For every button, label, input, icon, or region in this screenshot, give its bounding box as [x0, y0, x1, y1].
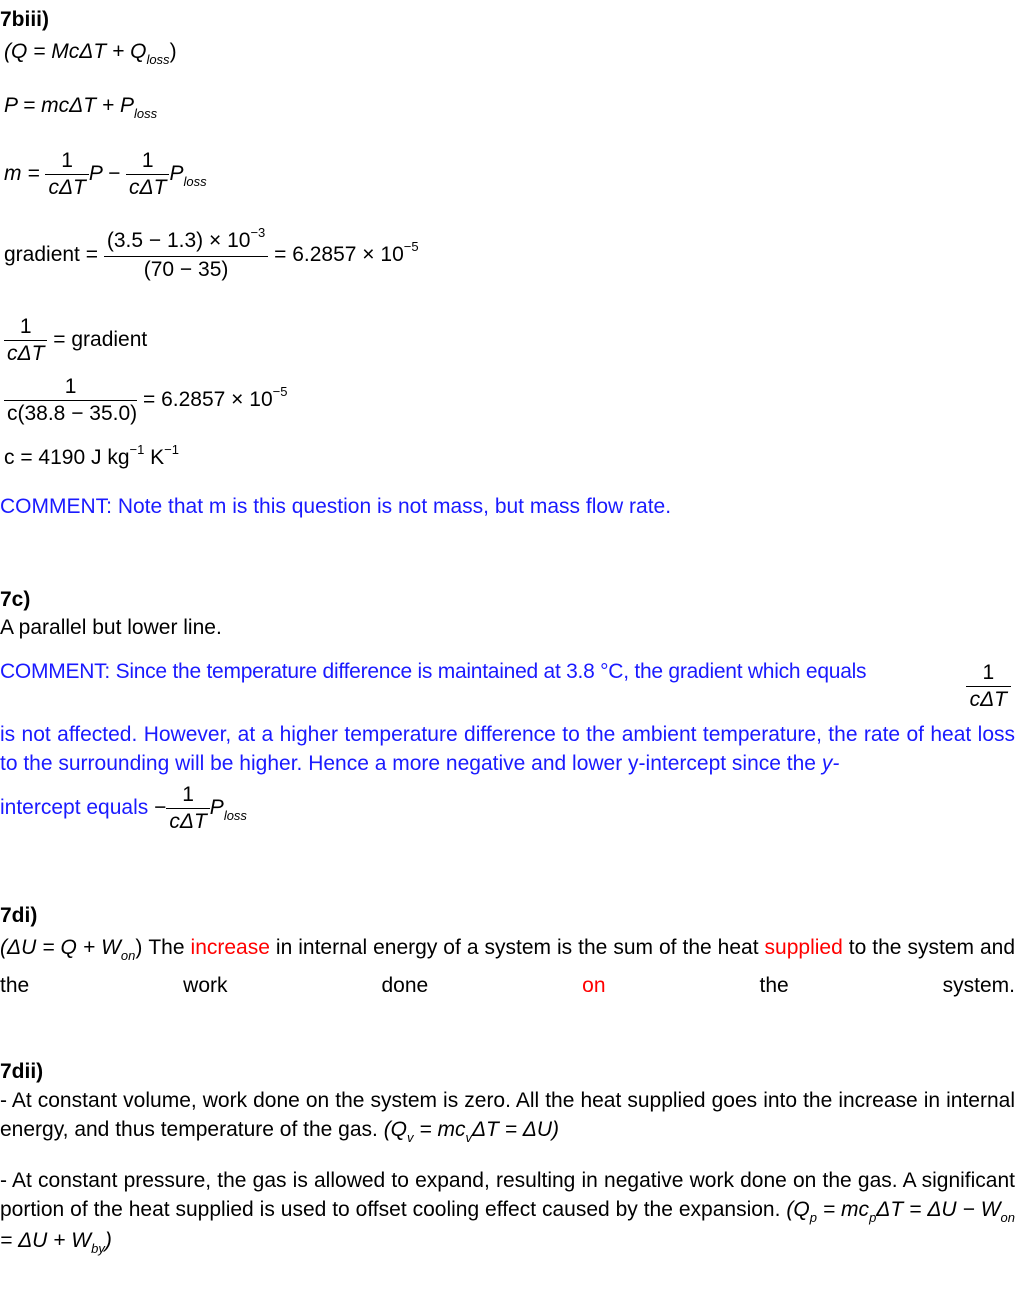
- eq3-sub: loss: [183, 174, 207, 190]
- equation-mass-flow: [4, 148, 207, 201]
- gradient-den: (70 − 35): [104, 256, 268, 283]
- gradient-num-sup: −3: [250, 225, 266, 240]
- eq1-sub: loss: [146, 52, 170, 67]
- comment-7c-text1: COMMENT: Since the temperature difference is maintained at 3.8 °C, the gradient which equals: [0, 660, 867, 683]
- gradient-num-text: (3.5 − 1.3) × 10: [106, 229, 251, 252]
- eq1-end: ): [169, 40, 177, 63]
- 7di-red1: increase: [190, 936, 270, 959]
- heading-7c: 7c): [0, 588, 31, 611]
- 7dii-p2-text: - At constant pressure, the gas is allowed to expand, resulting in negative work done on the gas. A significant portion of the heat supplied is used to offset cooling effect caused by the expansion.: [0, 1169, 1015, 1221]
- 7dii-p2-sub2: p: [869, 1210, 877, 1225]
- comment-7c-para: [0, 720, 1015, 778]
- comment-7c-l3-den: cΔT: [166, 808, 209, 835]
- gradient-rhs: = 6.2857 × 10: [274, 243, 404, 267]
- eq3-f2-num: 1: [141, 149, 154, 172]
- eq3-fraction-2: [126, 148, 169, 201]
- 7dii-p1-sub2: v: [465, 1130, 472, 1145]
- gradient-fraction: [104, 225, 268, 283]
- first-law-eq: (ΔU = Q + W: [0, 936, 121, 959]
- comment-7c-text2: is not affected. However, at a higher temperature difference to the ambient temperature, the rate of heat loss to the surrounding will be higher. Hence a more negative and lower y-intercept since the: [0, 723, 1015, 775]
- eq6-fraction: [4, 374, 137, 427]
- 7dii-p2-eq-d: = ΔU + W: [0, 1229, 92, 1252]
- eq6-num: 1: [64, 375, 77, 398]
- eq5-den: cΔT: [4, 340, 47, 367]
- eq1-text: (Q = McΔT + Q: [4, 40, 147, 63]
- equation-power-balance: [4, 94, 158, 121]
- gradient-lhs: gradient =: [4, 243, 98, 267]
- heading-7di: 7di): [0, 904, 38, 927]
- 7dii-p1-eq-b: = mc: [413, 1118, 466, 1141]
- eq5-rhs: = gradient: [53, 328, 148, 352]
- result-text: c = 4190 J kg: [4, 446, 130, 469]
- equation-energy-balance: [4, 40, 177, 67]
- eq6-rhs: = 6.2857 × 10: [143, 388, 273, 412]
- heading-7dii: 7dii): [0, 1060, 44, 1083]
- comment-7c-fraction: [966, 660, 1011, 713]
- comment-7c-line3: [0, 782, 247, 835]
- result-specific-heat: [4, 442, 179, 470]
- comment-7c-l3-P: P: [209, 796, 224, 820]
- 7dii-p2-eq-b: = mc: [816, 1198, 870, 1221]
- first-law-end: ): [135, 936, 143, 959]
- 7dii-p2-sub3: on: [1000, 1210, 1015, 1225]
- comment-7c-frac-num: 1: [982, 661, 995, 684]
- 7dii-p2-eq-c: ΔT = ΔU − W: [876, 1198, 1001, 1221]
- equation-substitution: [4, 374, 287, 427]
- eq6-den: c(38.8 − 35.0): [4, 400, 137, 427]
- eq6-rhs-sup: −5: [272, 384, 288, 400]
- first-law-sub: on: [120, 948, 136, 963]
- eq2-sub: loss: [134, 106, 158, 121]
- comment-7c-l3-fraction: [166, 782, 209, 835]
- comment-7c-text3: intercept equals: [0, 796, 149, 820]
- eq5-fraction: [4, 314, 47, 367]
- comment-7biii: COMMENT: Note that m is this question is not mass, but mass flow rate.: [0, 495, 672, 518]
- result-sup-2: −1: [164, 442, 179, 457]
- gradient-num: [104, 225, 268, 256]
- 7di-red2: supplied: [764, 936, 843, 959]
- 7dii-p2-sub4: by: [91, 1241, 105, 1256]
- result-sup-1: −1: [129, 442, 145, 457]
- eq2-text: P = mcΔT + P: [4, 94, 135, 117]
- comment-7c-l3-sub: loss: [223, 808, 247, 824]
- 7di-text2: in internal energy of a system is the sum of the heat: [269, 936, 765, 959]
- gradient-rhs-sup: −5: [403, 239, 419, 255]
- 7dii-p1-sub1: v: [407, 1130, 414, 1145]
- eq3-mid: P −: [88, 162, 121, 186]
- comment-7c-l3-num: 1: [182, 783, 194, 806]
- 7dii-p1-eq-a: (Q: [383, 1118, 408, 1141]
- result-mid: K: [144, 446, 165, 469]
- 7dii-p2-sub1: p: [809, 1210, 817, 1225]
- 7di-text1: The: [142, 936, 191, 959]
- 7dii-p1-eq-c: ΔT = ΔU): [471, 1118, 560, 1141]
- 7dii-p2-eq-a: (Q: [786, 1198, 810, 1221]
- eq3-f1-den: cΔT: [45, 174, 88, 201]
- 7di-text3: to the system and the work done: [0, 936, 1015, 997]
- eq3-f2-den: cΔT: [126, 174, 169, 201]
- eq3-fraction-1: [45, 148, 88, 201]
- comment-7c-line1: [0, 660, 1015, 711]
- eq3-lhs: m =: [4, 162, 40, 186]
- comment-7c-y: y-: [821, 752, 840, 775]
- answer-7di: [0, 930, 1015, 1040]
- eq3-end: P: [169, 162, 184, 186]
- eq3-f1-num: 1: [61, 149, 73, 172]
- equation-gradient-identity: [4, 314, 147, 367]
- answer-7dii-constant-volume: [0, 1086, 1015, 1146]
- heading-7biii: 7biii): [0, 8, 50, 31]
- equation-gradient: [4, 225, 419, 283]
- answer-7c: A parallel but lower line.: [0, 616, 222, 639]
- comment-7c-minus: −: [154, 796, 167, 820]
- answer-7dii-constant-pressure: [0, 1166, 1015, 1257]
- 7di-red3: on: [582, 974, 606, 997]
- 7dii-p1-text: - At constant volume, work done on the system is zero. All the heat supplied goes into the increase in internal energy, and thus temperature of the gas.: [0, 1089, 1015, 1141]
- eq5-num: 1: [19, 315, 32, 338]
- 7dii-p2-eq-e: ): [104, 1229, 112, 1252]
- comment-7c-frac-den: cΔT: [966, 686, 1011, 713]
- 7di-text4: the system.: [605, 974, 1015, 997]
